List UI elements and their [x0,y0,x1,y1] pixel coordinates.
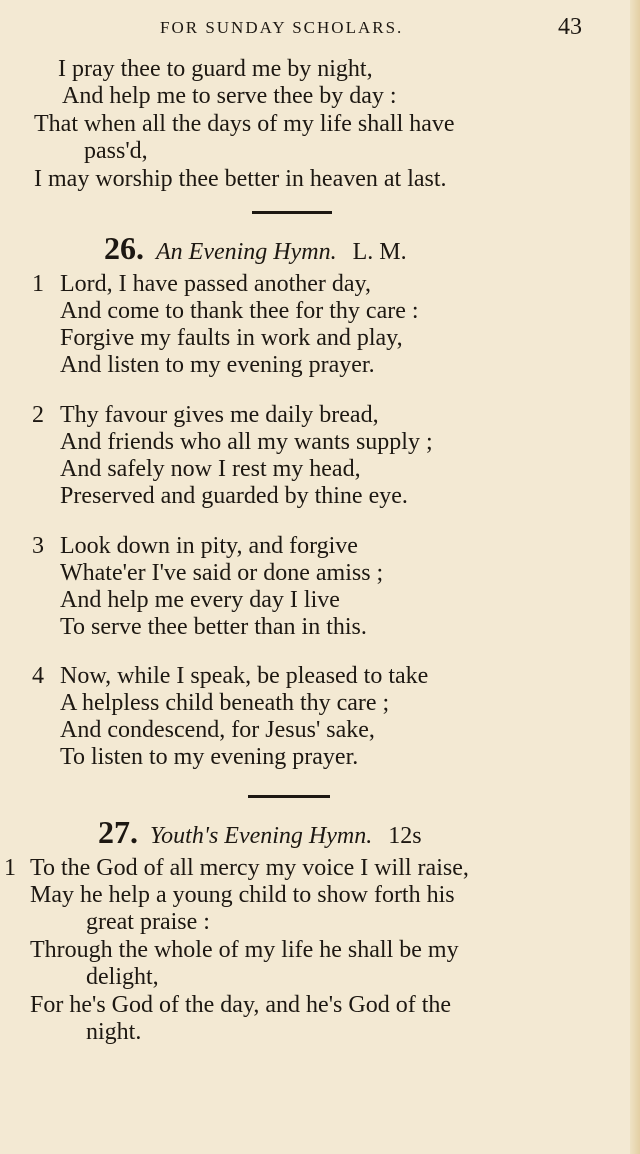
verse-number: 1 [32,271,44,297]
verse-line: And help me every day I live [60,587,340,613]
page-number: 43 [558,14,582,40]
hymn-heading [98,814,422,851]
section-divider [248,795,330,798]
hymn-number: 26. [104,230,144,266]
verse-line: great praise : [86,909,210,935]
verse-line: That when all the days of my life shall have [34,111,455,137]
hymn-meter: 12s [388,823,422,849]
verse-line: And help me to serve thee by day : [62,83,397,109]
verse-number: 2 [32,402,44,428]
page-header [0,14,640,44]
hymn-heading [104,230,407,267]
verse-line: Lord, I have passed another day, [60,271,371,297]
verse-line: A helpless child beneath thy care ; [60,690,390,716]
verse-line: I may worship thee better in heaven at last. [34,166,447,192]
verse-line: And come to thank thee for thy care : [60,298,419,324]
hymn-title: Youth's Evening Hymn. [150,823,373,849]
verse-line: I pray thee to guard me by night, [58,56,373,82]
hymn-number: 27. [98,814,138,850]
section-divider [252,211,332,214]
hymn-meter: L. M. [352,239,407,265]
verse-line: To serve thee better than in this. [60,614,367,640]
verse-line: Now, while I speak, be pleased to take [60,663,429,689]
verse-line: May he help a young child to show forth his [30,882,455,908]
verse-number: 3 [32,533,44,559]
verse-line: pass'd, [84,138,148,164]
running-title: FOR SUNDAY SCHOLARS. [160,18,404,37]
verse-line: For he's God of the day, and he's God of the [30,992,452,1018]
verse-line: To the God of all mercy my voice I will raise, [30,855,469,881]
verse-line: Whate'er I've said or done amiss ; [60,560,384,586]
verse-line: night. [86,1019,142,1045]
verse-line: And friends who all my wants supply ; [60,429,433,455]
verse-line: Preserved and guarded by thine eye. [60,483,408,509]
verse-number: 4 [32,663,44,689]
page-edge [630,0,640,1154]
verse-line: delight, [86,964,159,990]
verse-line: And safely now I rest my head, [60,456,361,482]
verse-line: Through the whole of my life he shall be my [30,937,459,963]
verse-number: 1 [4,855,16,881]
verse-line: Thy favour gives me daily bread, [60,402,379,428]
verse-line: To listen to my evening prayer. [60,744,359,770]
verse-line: And listen to my evening prayer. [60,352,375,378]
verse-line: And condescend, for Jesus' sake, [60,717,375,743]
verse-line: Forgive my faults in work and play, [60,325,403,351]
verse-line: Look down in pity, and forgive [60,533,358,559]
hymn-title: An Evening Hymn. [156,239,337,265]
